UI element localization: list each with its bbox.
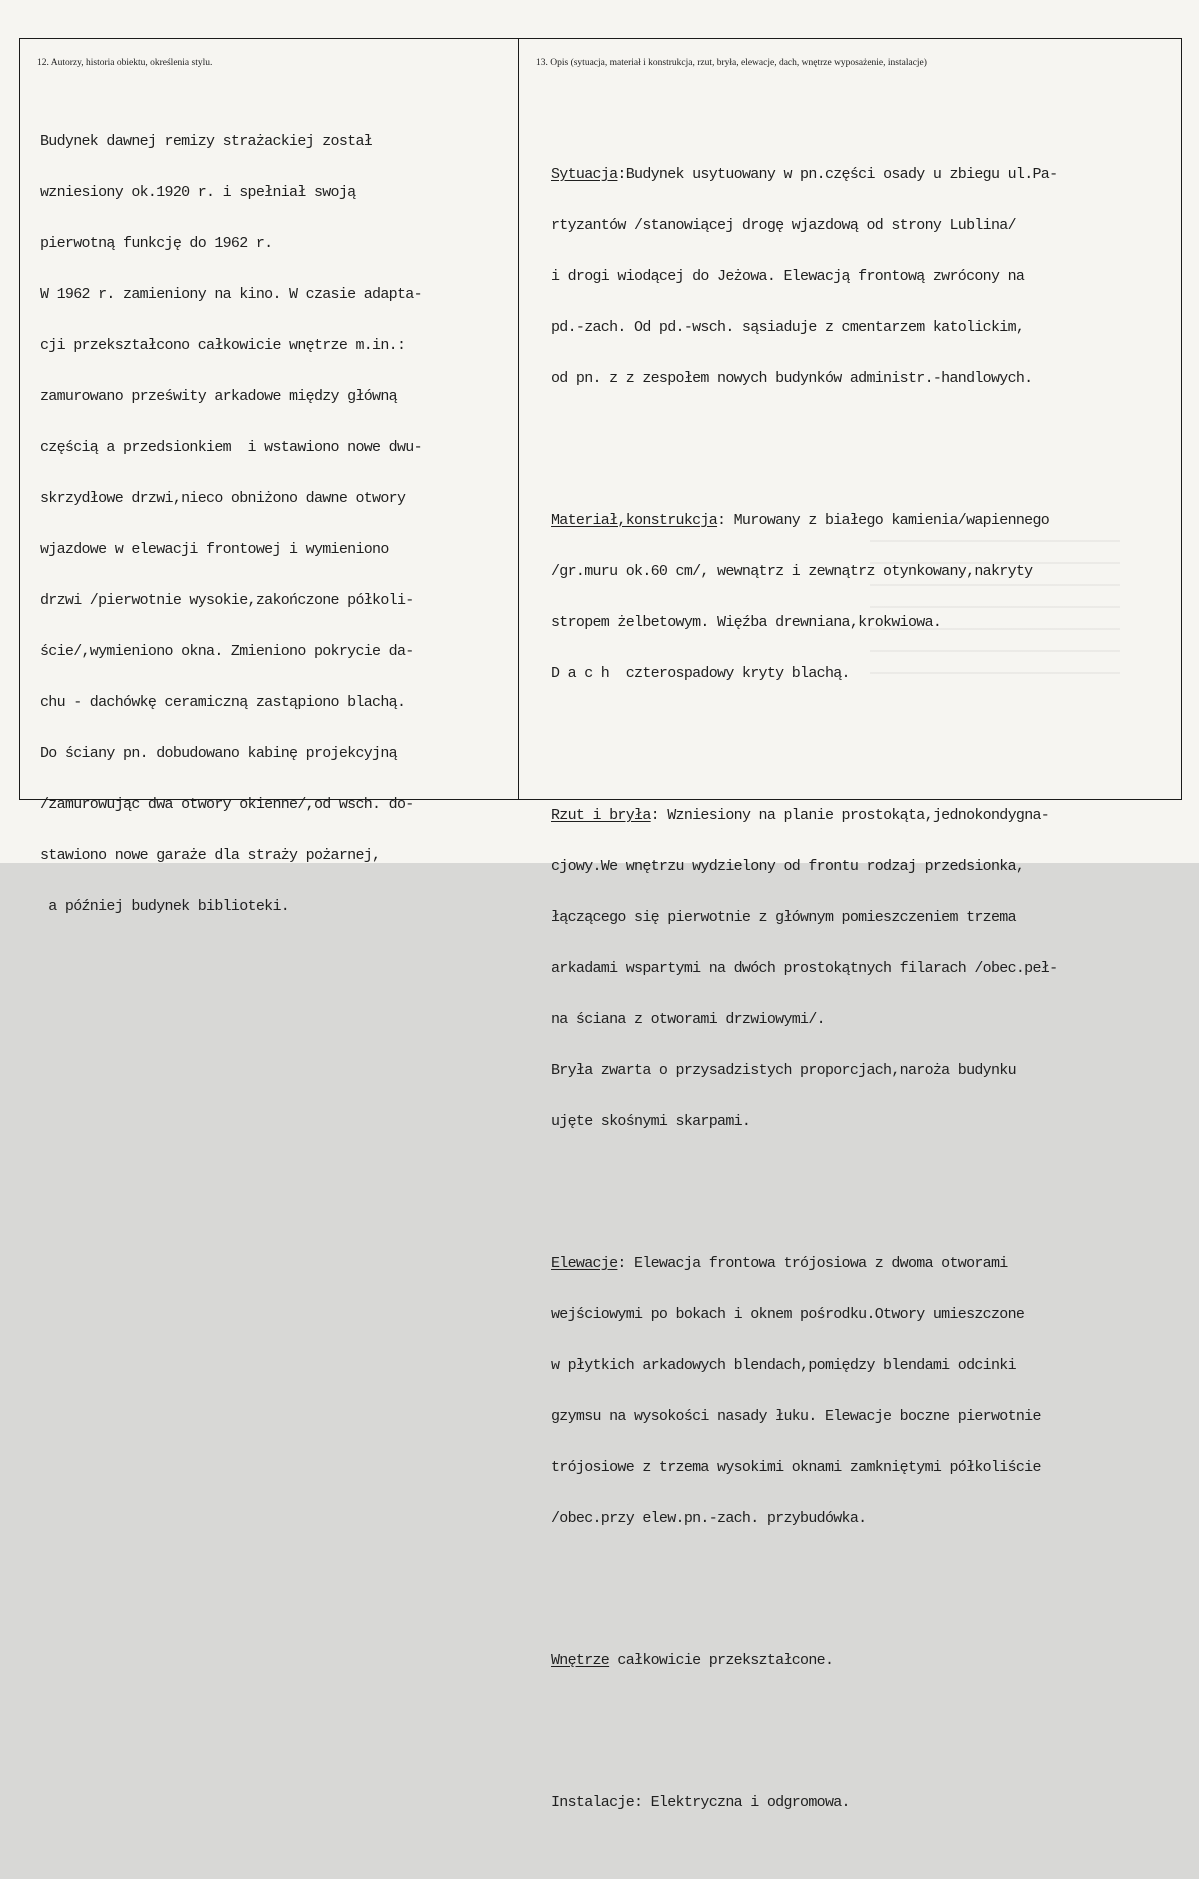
history-line: /zamurowując dwa otwory okienne/,od wsch. do- [40, 796, 414, 813]
history-line: skrzydłowe drzwi,nieco obniżono dawne otwory [40, 490, 406, 507]
section-line: Instalacje: Elektryczna i odgromowa. [551, 1794, 850, 1811]
section-line: /obec.przy elew.pn.-zach. przybudówka. [551, 1510, 867, 1527]
section-first-line [551, 807, 1057, 824]
section-heading: Rzut i bryła [551, 807, 651, 824]
history-line: chu - dachówkę ceramiczną zastąpiono blachą. [40, 694, 406, 711]
section-heading: Sytuacja [551, 166, 618, 183]
section-sytuacja [551, 132, 1057, 421]
section-line: łączącego się pierwotnie z głównym pomieszczeniem trzema [551, 909, 1016, 926]
section-line: cjowy.We wnętrzu wydzielony od frontu rodzaj przedsionka, [551, 858, 1025, 875]
section-line: od pn. z z zespołem nowych budynków administr.-handlowych. [551, 370, 1033, 387]
history-line: Budynek dawnej remizy strażackiej został [40, 133, 373, 150]
field-12-label: 12. Autorzy, historia obiektu, określenia stylu. [37, 58, 213, 68]
section-first-line [551, 1652, 1057, 1669]
history-line: cji przekształcono całkowicie wnętrze m.in.: [40, 337, 406, 354]
section-first-line [551, 166, 1057, 183]
column-divider [518, 38, 519, 799]
section-first-text: : Wzniesiony na planie prostokąta,jednokondygna- [650, 807, 1050, 824]
section-line: rtyzantów /stanowiącej drogę wjazdową od strony Lublina/ [551, 217, 1016, 234]
section-material [551, 478, 1057, 716]
section-heading: Elewacje [551, 1255, 618, 1272]
section-line: gzymsu na wysokości nasady łuku. Elewacje boczne pierwotnie [551, 1408, 1041, 1425]
history-line: a później budynek biblioteki. [40, 898, 290, 915]
section-line: wejściowymi po bokach i oknem pośrodku.Otwory umieszczone [551, 1306, 1025, 1323]
history-line: Do ściany pn. dobudowano kabinę projekcyjną [40, 745, 397, 762]
history-line: częścią a przedsionkiem i wstawiono nowe dwu- [40, 439, 422, 456]
section-line: i drogi wiodącej do Jeżowa. Elewacją frontową zwrócony na [551, 268, 1025, 285]
description-text [551, 98, 1057, 1879]
history-line: stawiono nowe garaże dla straży pożarnej, [40, 847, 381, 864]
history-line: ście/,wymieniono okna. Zmieniono pokrycie da- [40, 643, 414, 660]
section-elewacje [551, 1221, 1057, 1561]
section-line: trójosiowe z trzema wysokimi oknami zamkniętymi półkoliście [551, 1459, 1041, 1476]
history-text [40, 99, 422, 949]
history-line: pierwotną funkcję do 1962 r. [40, 235, 273, 252]
section-first-text: : Elewacja frontowa trójosiowa z dwoma otworami [617, 1255, 1008, 1272]
section-line: pd.-zach. Od pd.-wsch. sąsiaduje z cmentarzem katolickim, [551, 319, 1025, 336]
section-line: ujęte skośnymi skarpami. [551, 1113, 751, 1130]
section-first-line [551, 1255, 1057, 1272]
frame-right-rule [1181, 38, 1182, 799]
field-13-label: 13. Opis (sytuacja, materiał i konstrukcja, rzut, bryła, elewacje, dach, wnętrze wyposażenie, instalacje) [536, 58, 927, 68]
history-line: wzniesiony ok.1920 r. i spełniał swoją [40, 184, 356, 201]
frame-left-rule [19, 38, 20, 799]
section-line: D a c h czterospadowy kryty blachą. [551, 665, 850, 682]
history-line: wjazdowe w elewacji frontowej i wymieniono [40, 541, 389, 558]
history-line: W 1962 r. zamieniony na kino. W czasie adapta- [40, 286, 422, 303]
section-first-text: całkowicie przekształcone. [609, 1652, 834, 1669]
section-wnetrze [551, 1618, 1057, 1703]
history-line: zamurowano prześwity arkadowe między główną [40, 388, 397, 405]
section-line: w płytkich arkadowych blendach,pomiędzy blendami odcinki [551, 1357, 1016, 1374]
section-line: Bryła zwarta o przysadzistych proporcjach,naroża budynku [551, 1062, 1016, 1079]
section-rzut [551, 773, 1057, 1164]
section-line: na ściana z otworami drzwiowymi/. [551, 1011, 825, 1028]
section-line: stropem żelbetowym. Więźba drewniana,krokwiowa. [551, 614, 942, 631]
frame-top-rule [19, 38, 1182, 39]
history-line: drzwi /pierwotnie wysokie,zakończone półkoli- [40, 592, 414, 609]
section-line: /gr.muru ok.60 cm/, wewnątrz i zewnątrz otynkowany,nakryty [551, 563, 1033, 580]
section-first-line [551, 512, 1057, 529]
section-first-text: :Budynek usytuowany w pn.części osady u zbiegu ul.Pa- [617, 166, 1058, 183]
section-line: arkadami wspartymi na dwóch prostokątnych filarach /obec.peł- [551, 960, 1058, 977]
section-heading: Materiał,konstrukcja [551, 512, 718, 529]
section-first-text: : Murowany z białego kamienia/wapiennego [717, 512, 1050, 529]
section-heading: Wnętrze [551, 1652, 610, 1669]
section-instalacje [551, 1760, 1057, 1845]
